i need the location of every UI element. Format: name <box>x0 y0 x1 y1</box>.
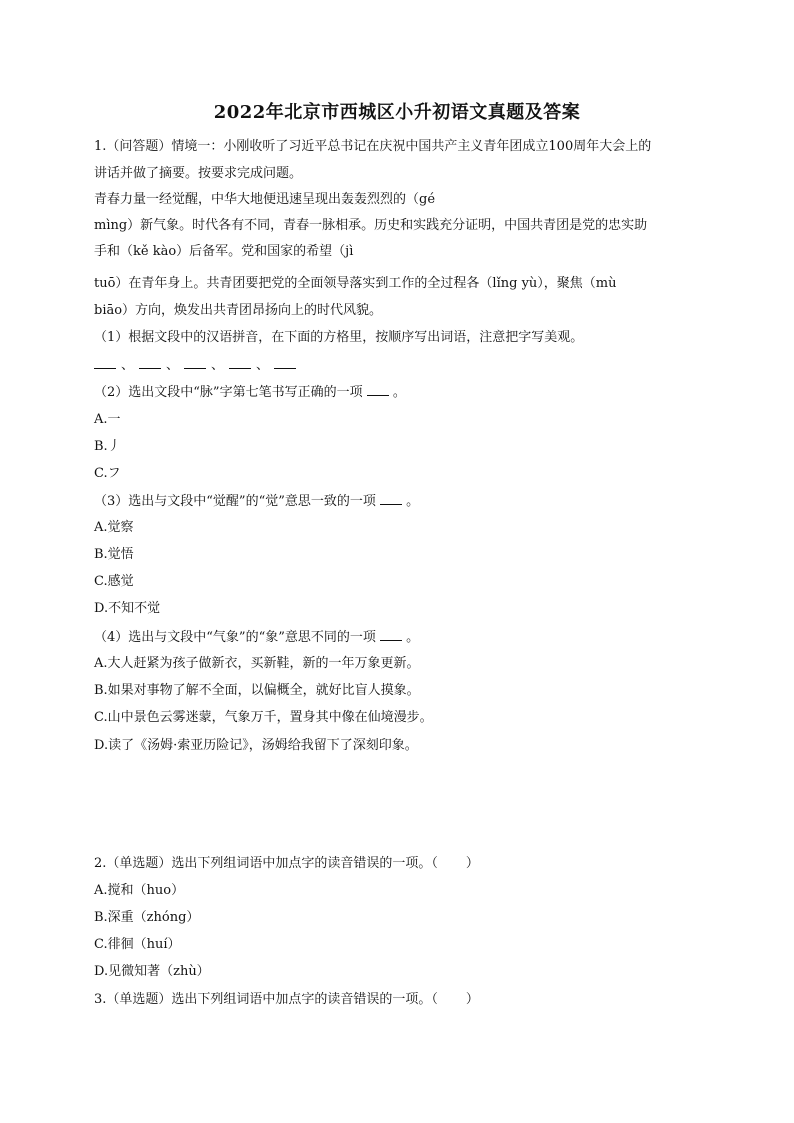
q1-passage-line1: 青春力量一经觉醒，中华大地便迅速呈现出轰轰烈烈的（gé <box>94 192 436 207</box>
q1-sub2-blank[interactable] <box>367 383 389 396</box>
q1-sub4-option-b: B.如果对事物了解不全面，以偏概全，就好比盲人摸象。 <box>94 683 420 698</box>
q1-passage-line2: mìng）新气象。时代各有不同，青春一脉相承。历史和实践充分证明，中国共青团是党的忠实助 <box>94 218 648 233</box>
answer-blank-4[interactable] <box>229 356 251 369</box>
q1-sub4-option-d: D.读了《汤姆·索亚历险记》，汤姆给我留下了深刻印象。 <box>94 738 418 753</box>
q1-passage-line3: 手和（kě kào）后备军。党和国家的希望（jì <box>94 244 354 259</box>
q1-sub3 <box>94 492 704 511</box>
answer-blank-5[interactable] <box>274 356 296 369</box>
q1-sub2-option-b: B.丿 <box>94 439 121 454</box>
q1-sub4-end: 。 <box>406 630 420 645</box>
q1-stem-line2: 讲话并做了摘要。按要求完成问题。 <box>94 166 303 181</box>
q2-stem-text: 2.（单选题）选出下列组词语中加点字的读音错误的一项。（ <box>94 856 438 871</box>
q2-option-d: D.见微知著（zhù） <box>94 964 210 979</box>
q1-sub3-text: （3）选出与文段中“觉醒”的“觉”意思一致的一项 <box>94 494 376 509</box>
blank-separator: 、 <box>256 358 270 373</box>
q2-option-a: A.搅和（huo） <box>94 883 185 898</box>
q1-sub2-end: 。 <box>392 385 406 400</box>
q2-option-b: B.深重（zhóng） <box>94 910 200 925</box>
blank-separator: 、 <box>211 358 225 373</box>
q1-sub3-option-a: A.觉察 <box>94 520 134 535</box>
q2-option-c: C.徘徊（huí） <box>94 937 181 952</box>
q1-sub4 <box>94 628 704 647</box>
q1-passage-line5: biāo）方向，焕发出共青团昂扬向上的时代风貌。 <box>94 303 383 318</box>
q1-sub2-text: （2）选出文段中“脉”字第七笔书写正确的一项 <box>94 385 363 400</box>
blank-separator: 、 <box>166 358 180 373</box>
q1-sub4-option-a: A.大人赶紧为孩子做新衣，买新鞋，新的一年万象更新。 <box>94 656 420 671</box>
q1-sub4-text: （4）选出与文段中“气象”的“象”意思不同的一项 <box>94 630 376 645</box>
q2-stem-end: ） <box>465 856 479 871</box>
q1-answer-blanks <box>94 356 704 375</box>
q1-sub2-option-c: C.フ <box>94 466 121 481</box>
q1-sub3-option-b: B.觉悟 <box>94 547 134 562</box>
answer-blank-3[interactable] <box>184 356 206 369</box>
q1-sub3-option-d: D.不知不觉 <box>94 601 161 616</box>
q1-sub4-blank[interactable] <box>380 628 402 641</box>
blank-separator: 、 <box>121 358 135 373</box>
q1-sub4-option-c: C.山中景色云雾迷蒙，气象万千，置身其中像在仙境漫步。 <box>94 710 433 725</box>
q2-stem <box>94 855 704 873</box>
q1-sub3-option-c: C.感觉 <box>94 574 134 589</box>
answer-blank-1[interactable] <box>94 356 116 369</box>
q1-sub3-blank[interactable] <box>380 492 402 505</box>
q1-sub2-option-a: A.一 <box>94 412 121 427</box>
q1-stem-line1: 1.（问答题）情境一：小刚收听了习近平总书记在庆祝中国共产主义青年团成立100周年大会上的 <box>94 139 652 154</box>
q1-passage-line4: tuō）在青年身上。共青团要把党的全面领导落实到工作的全过程各（lǐng yù），聚焦（mù <box>94 276 617 291</box>
document-title: 2022年北京市西城区小升初语文真题及答案 <box>213 102 581 123</box>
q1-sub3-end: 。 <box>406 494 420 509</box>
q3-stem <box>94 991 704 1009</box>
q1-sub2 <box>94 383 704 402</box>
answer-blank-2[interactable] <box>139 356 161 369</box>
q3-stem-end: ） <box>465 992 479 1007</box>
q1-sub1: （1）根据文段中的汉语拼音，在下面的方格里，按顺序写出词语，注意把字写美观。 <box>94 330 584 345</box>
q3-stem-text: 3.（单选题）选出下列组词语中加点字的读音错误的一项。（ <box>94 992 438 1007</box>
